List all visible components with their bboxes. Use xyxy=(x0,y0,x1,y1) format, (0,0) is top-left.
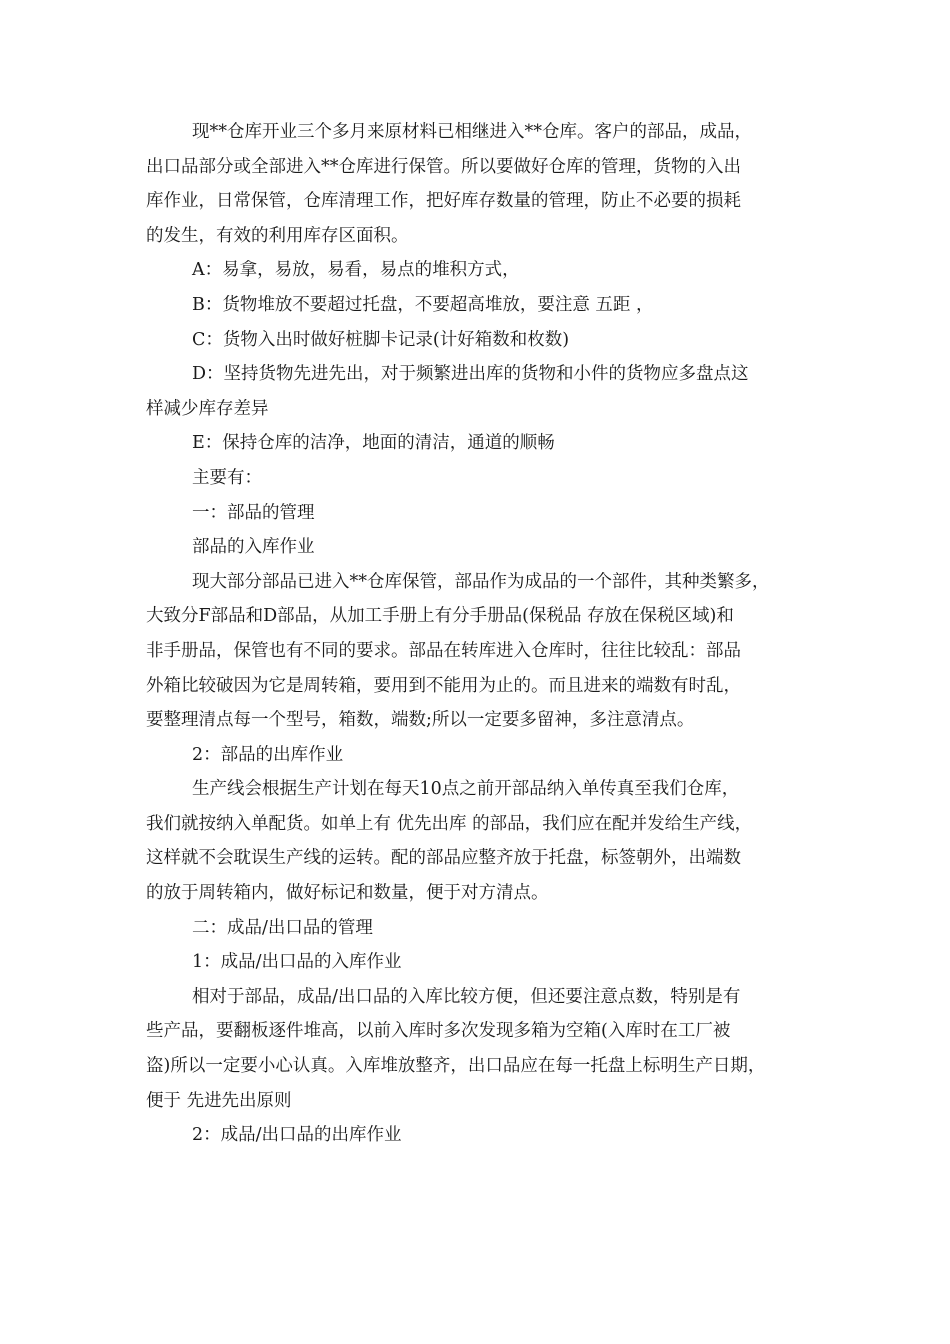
list-item-d xyxy=(146,357,826,426)
text-line: D：坚持货物先进先出，对于频繁进出库的货物和小件的货物应多盘点这 xyxy=(192,364,749,385)
text-line: C：货物入出时做好桩脚卡记录(计好箱数和枚数) xyxy=(192,329,570,350)
subsection-heading xyxy=(146,530,826,565)
text-line: 样减少库存差异 xyxy=(146,398,269,419)
main-points-heading xyxy=(146,461,826,496)
list-item-e xyxy=(146,426,826,461)
text-line: 部品的入库作业 xyxy=(192,537,315,558)
intro-paragraph xyxy=(146,115,826,253)
subsection-heading xyxy=(146,738,826,773)
text-line: 2：成品/出口品的出库作业 xyxy=(192,1125,402,1146)
text-line: 大致分F部品和D部品，从加工手册上有分手册品(保税品 存放在保税区域)和 xyxy=(146,606,734,627)
text-line: 外箱比较破因为它是周转箱，要用到不能用为止的。而且进来的端数有时乱， xyxy=(146,675,741,696)
section-heading xyxy=(146,496,826,531)
text-line: 二：成品/出口品的管理 xyxy=(192,917,373,938)
list-item-c xyxy=(146,323,826,358)
text-line: A：易拿，易放，易看，易点的堆积方式， xyxy=(192,260,520,281)
text-line: 1：成品/出口品的入库作业 xyxy=(192,952,402,973)
text-line: E：保持仓库的洁净，地面的清洁，通道的顺畅 xyxy=(192,433,555,454)
text-line: 的发生，有效的利用库存区面积。 xyxy=(146,225,409,246)
text-line: 生产线会根据生产计划在每天10点之前开部品纳入单传真至我们仓库， xyxy=(192,779,740,800)
text-line: 些产品，要翻板逐件堆高，以前入库时多次发现多箱为空箱(入库时在工厂被 xyxy=(146,1021,731,1042)
list-item-a xyxy=(146,253,826,288)
text-line: 现**仓库开业三个多月来原材料已相继进入**仓库。客户的部品，成品， xyxy=(192,122,752,142)
text-line: 2：部品的出库作业 xyxy=(192,744,344,765)
list-item-b xyxy=(146,288,826,323)
subsection-heading xyxy=(146,945,826,980)
body-paragraph xyxy=(146,772,826,910)
text-line: 的放于周转箱内，做好标记和数量，便于对方清点。 xyxy=(146,883,549,904)
text-line: 库作业，日常保管，仓库清理工作，把好库存数量的管理，防止不必要的损耗 xyxy=(146,191,741,212)
subsection-heading xyxy=(146,1118,826,1153)
text-line: 主要有： xyxy=(192,467,262,488)
body-paragraph xyxy=(146,565,826,738)
text-line: 要整理清点每一个型号，箱数，端数;所以一定要多留神，多注意清点。 xyxy=(146,710,695,731)
text-line: B：货物堆放不要超过托盘，不要超高堆放，要注意 五距 ， xyxy=(192,294,654,315)
section-heading xyxy=(146,911,826,946)
text-line: 我们就按纳入单配货。如单上有 优先出库 的部品，我们应在配并发给生产线， xyxy=(146,813,753,834)
text-line: 相对于部品，成品/出口品的入库比较方便，但还要注意点数，特别是有 xyxy=(192,986,741,1007)
text-line: 盗)所以一定要小心认真。入库堆放整齐，出口品应在每一托盘上标明生产日期， xyxy=(146,1056,766,1077)
body-paragraph xyxy=(146,980,826,1118)
text-line: 出口品部分或全部进入**仓库进行保管。所以要做好仓库的管理，货物的入出 xyxy=(146,156,741,177)
text-line: 非手册品，保管也有不同的要求。部品在转库进入仓库时，往往比较乱：部品 xyxy=(146,640,741,661)
document-body xyxy=(146,115,826,1153)
text-line: 现大部分部品已进入**仓库保管，部品作为成品的一个部件，其种类繁多， xyxy=(192,571,770,592)
text-line: 便于 先进先出原则 xyxy=(146,1090,292,1111)
text-line: 这样就不会耽误生产线的运转。配的部品应整齐放于托盘，标签朝外，出端数 xyxy=(146,848,741,869)
text-line: 一：部品的管理 xyxy=(192,502,315,523)
